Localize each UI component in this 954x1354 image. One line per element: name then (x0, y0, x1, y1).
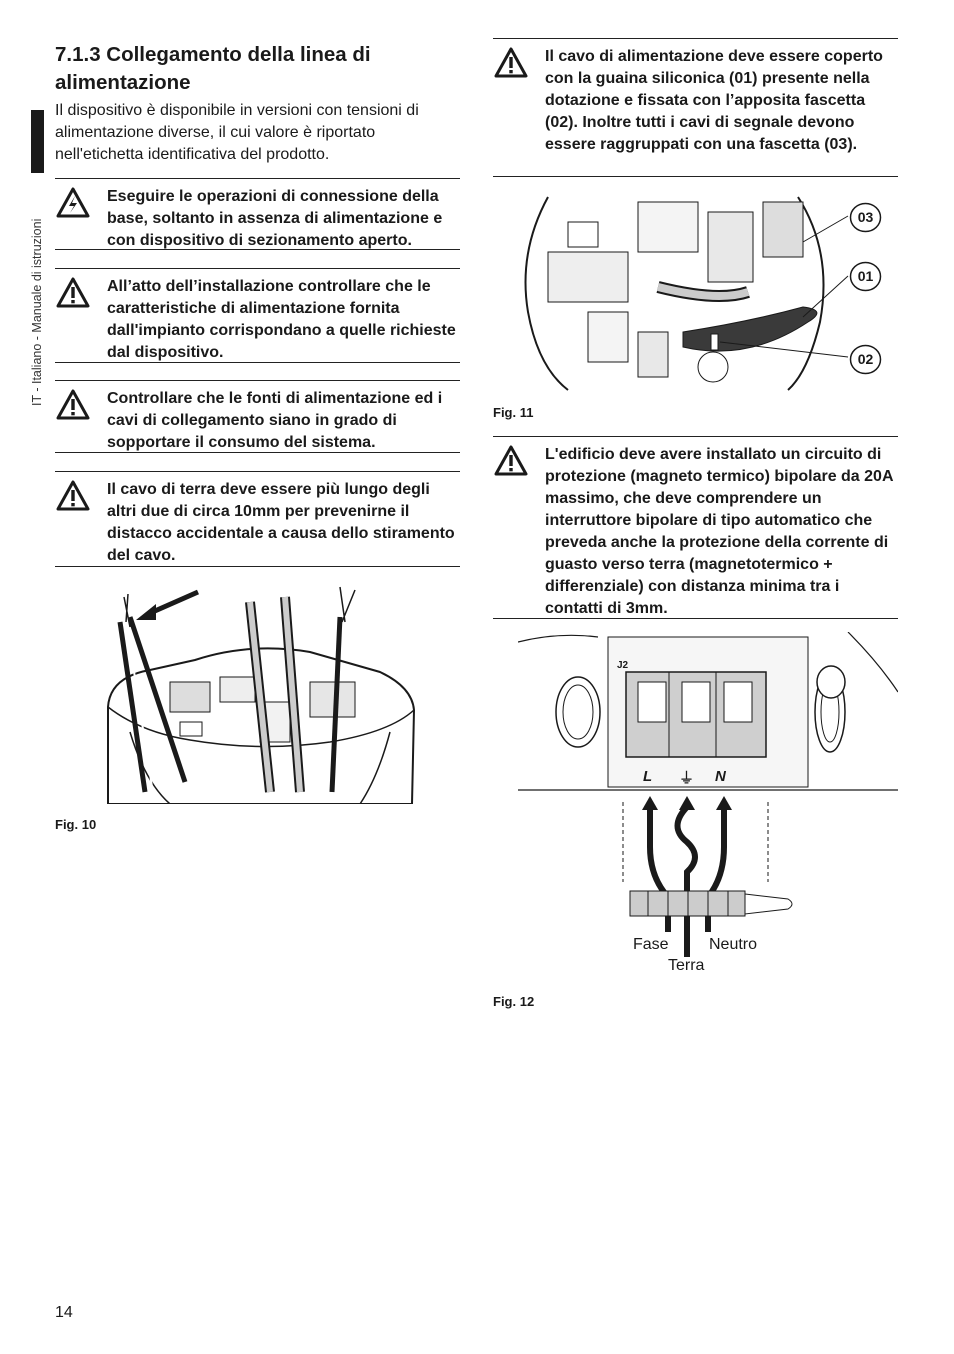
warning-box (55, 268, 460, 363)
caution-icon (56, 389, 90, 426)
fig11-illustration (508, 192, 888, 397)
warning-box (55, 471, 460, 567)
callout-01 (849, 261, 882, 297)
connector-label: J2 (617, 660, 629, 671)
caution-icon (494, 445, 528, 482)
callout-label: 01 (857, 268, 874, 284)
fig12-illustration (518, 632, 898, 967)
figure-caption: Fig. 12 (493, 994, 535, 1009)
section-title: 7.1.3 Collegamento della linea di alimentazione (55, 43, 371, 94)
warning-text: Il cavo di alimentazione deve essere coperto con la guaina siliconica (01) presente nella dotazione e fissata con l’apposita fascetta (02). Inoltre tutti i cavi di segnale devono essere raggruppati con una fascetta (03). (545, 48, 883, 153)
section-intro: Il dispositivo è disponibile in versioni con tensioni di alimentazione diverse, il cui valore è riportato nell'etichetta identificativa del prodotto. (55, 102, 419, 163)
warning-box (493, 436, 898, 619)
warning-box (493, 38, 898, 177)
warning-box (55, 178, 460, 250)
sidebar-label: IT - Italiano - Manuale di istruzioni (30, 218, 44, 406)
figure-caption: Fig. 11 (493, 405, 534, 420)
warning-text: L'edificio deve avere installato un circuito di protezione (magneto termico) bipolare da 20A massimo, che deve comprendere un interruttore bipolare di tipo automatico che preveda anche la protezione della corrente di guasto verso terra (magnetotermico + differenziale) con distanza minima tra i contatti di 3mm. (545, 446, 893, 617)
callout-03 (849, 202, 882, 238)
warning-text: Controllare che le fonti di alimentazione ed i cavi di collegamento siano in grado di sopportare il consumo del sistema. (107, 390, 443, 451)
figure-caption: Fig. 10 (55, 817, 97, 832)
callout-label: 02 (857, 351, 874, 367)
warning-text: All’atto dell’installazione controllare che le caratteristiche di alimentazione fornita dall'impianto corrispondano a quelle richieste dal dispositivo. (107, 278, 456, 361)
callout-02 (849, 344, 882, 380)
warning-text: Il cavo di terra deve essere più lungo degli altri due di circa 10mm per prevenirne il distacco accidentale a causa dello stiramento del cavo. (107, 481, 455, 564)
wire-label-neutral: Neutro (709, 936, 758, 953)
caution-icon (56, 277, 90, 314)
page-number: 14 (55, 1304, 73, 1321)
fig10-illustration (100, 582, 420, 809)
callout-label: 03 (857, 209, 874, 225)
warning-box (55, 380, 460, 453)
caution-icon (494, 47, 528, 84)
caution-icon (56, 480, 90, 517)
earth-symbol-icon: ⏚ (679, 770, 695, 787)
terminal-label-l: L (643, 768, 653, 785)
wire-label-earth: Terra (668, 957, 705, 974)
high-voltage-icon (56, 187, 90, 224)
terminal-label-n: N (715, 768, 726, 785)
warning-text: Eseguire le operazioni di connessione della base, soltanto in assenza di alimentazione e con dispositivo di sezionamento aperto. (107, 188, 443, 249)
wire-label-phase: Fase (633, 936, 669, 953)
sidebar-marker (31, 110, 44, 173)
